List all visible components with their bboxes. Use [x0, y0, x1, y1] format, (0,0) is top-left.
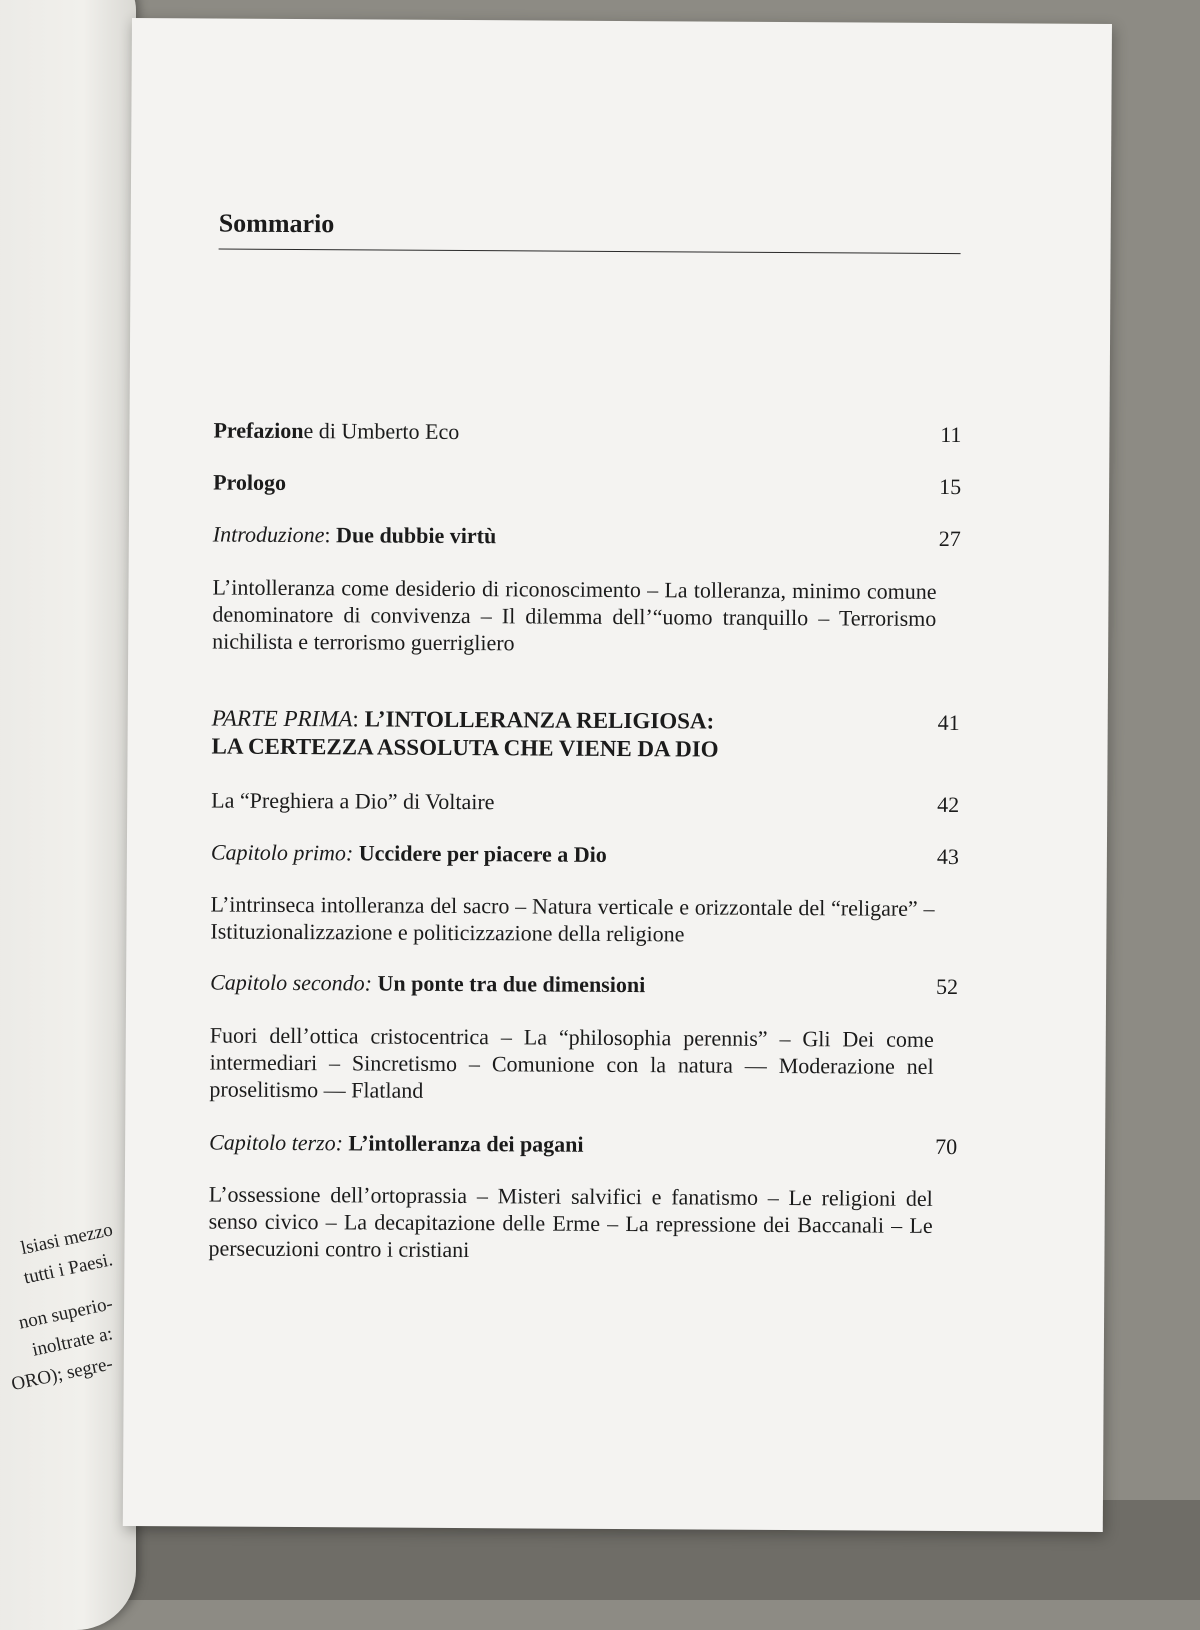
toc-entry-parte-prima [211, 705, 959, 766]
toc-entry-capitolo-terzo [209, 1128, 957, 1161]
toc-entry-capitolo-secondo [210, 968, 958, 1001]
toc-entry-prologo [213, 469, 961, 502]
left-page-text [0, 1210, 136, 1396]
toc-entry-prefazione [213, 417, 961, 450]
toc-page-number: 70 [935, 1133, 958, 1160]
toc-entry-introduzione [213, 521, 961, 554]
left-page-line: ORO); segre- [9, 1353, 115, 1396]
heading-rule [219, 249, 961, 255]
page-title: Sommario [218, 208, 335, 239]
book-page [123, 18, 1112, 1532]
toc-entry-label: Capitolo primo: Uccidere per piacere a Dio [210, 839, 607, 867]
toc-entry-preghiera [211, 786, 959, 819]
toc-description: Fuori dell’ottica cristocentrica – La “philosophia perennis” – Gli Dei come intermediari – Sincretismo – Comunione con la natura — Moderazione nel proselitismo — Flatland [209, 1022, 934, 1103]
toc-description: L’intrinseca intolleranza del sacro – Natura verticale e orizzontale del “religare” – Istituzionalizzazione e politicizzazione della religione [210, 891, 935, 947]
toc-page-number: 43 [936, 843, 959, 870]
toc-entry-label: Prologo [213, 469, 287, 495]
toc-entry-label: Introduzione: Due dubbie virtù [212, 521, 497, 549]
toc-page-number: 42 [937, 791, 960, 818]
toc-entry-label: La “Preghiera a Dio” di Voltaire [211, 787, 495, 815]
toc-page-number: 52 [936, 973, 959, 1000]
toc-page-number: 11 [940, 421, 962, 448]
toc-page-number: 41 [937, 709, 960, 736]
toc-description: L’intolleranza come desiderio di riconoscimento – La tolleranza, minimo comune denominatore di convivenza – Il dilemma dell’“uomo tranquillo – Terrorismo nichilista e terrorismo guerrigliero [212, 574, 937, 656]
toc-page-number: 27 [938, 525, 961, 552]
toc-entry-label: Prefazione di Umberto Eco [213, 417, 460, 445]
toc-entry-capitolo-primo [211, 838, 959, 871]
toc-page-number: 15 [939, 473, 962, 500]
left-page-line: tutti i Paesi. [21, 1249, 115, 1289]
toc-entry-label: Capitolo secondo: Un ponte tra due dimensioni [210, 969, 646, 998]
left-page-line: lsiasi mezzo [18, 1219, 115, 1260]
left-page-line: inoltrate a: [30, 1323, 115, 1361]
toc-entry-label: PARTE PRIMA: L’INTOLLERANZA RELIGIOSA: LA CERTEZZA ASSOLUTA CHE VIENE DA DIO [211, 705, 719, 762]
toc-entry-label: Capitolo terzo: L’intolleranza dei pagani [209, 1129, 584, 1157]
left-page-line: non superio- [16, 1293, 115, 1334]
toc-description: L’ossessione dell’ortoprassia – Misteri salvifici e fanatismo – Le religioni del senso civico – La decapitazione delle Erme – La repressione dei Baccanali – Le persecuzioni contro i cristiani [208, 1181, 933, 1263]
